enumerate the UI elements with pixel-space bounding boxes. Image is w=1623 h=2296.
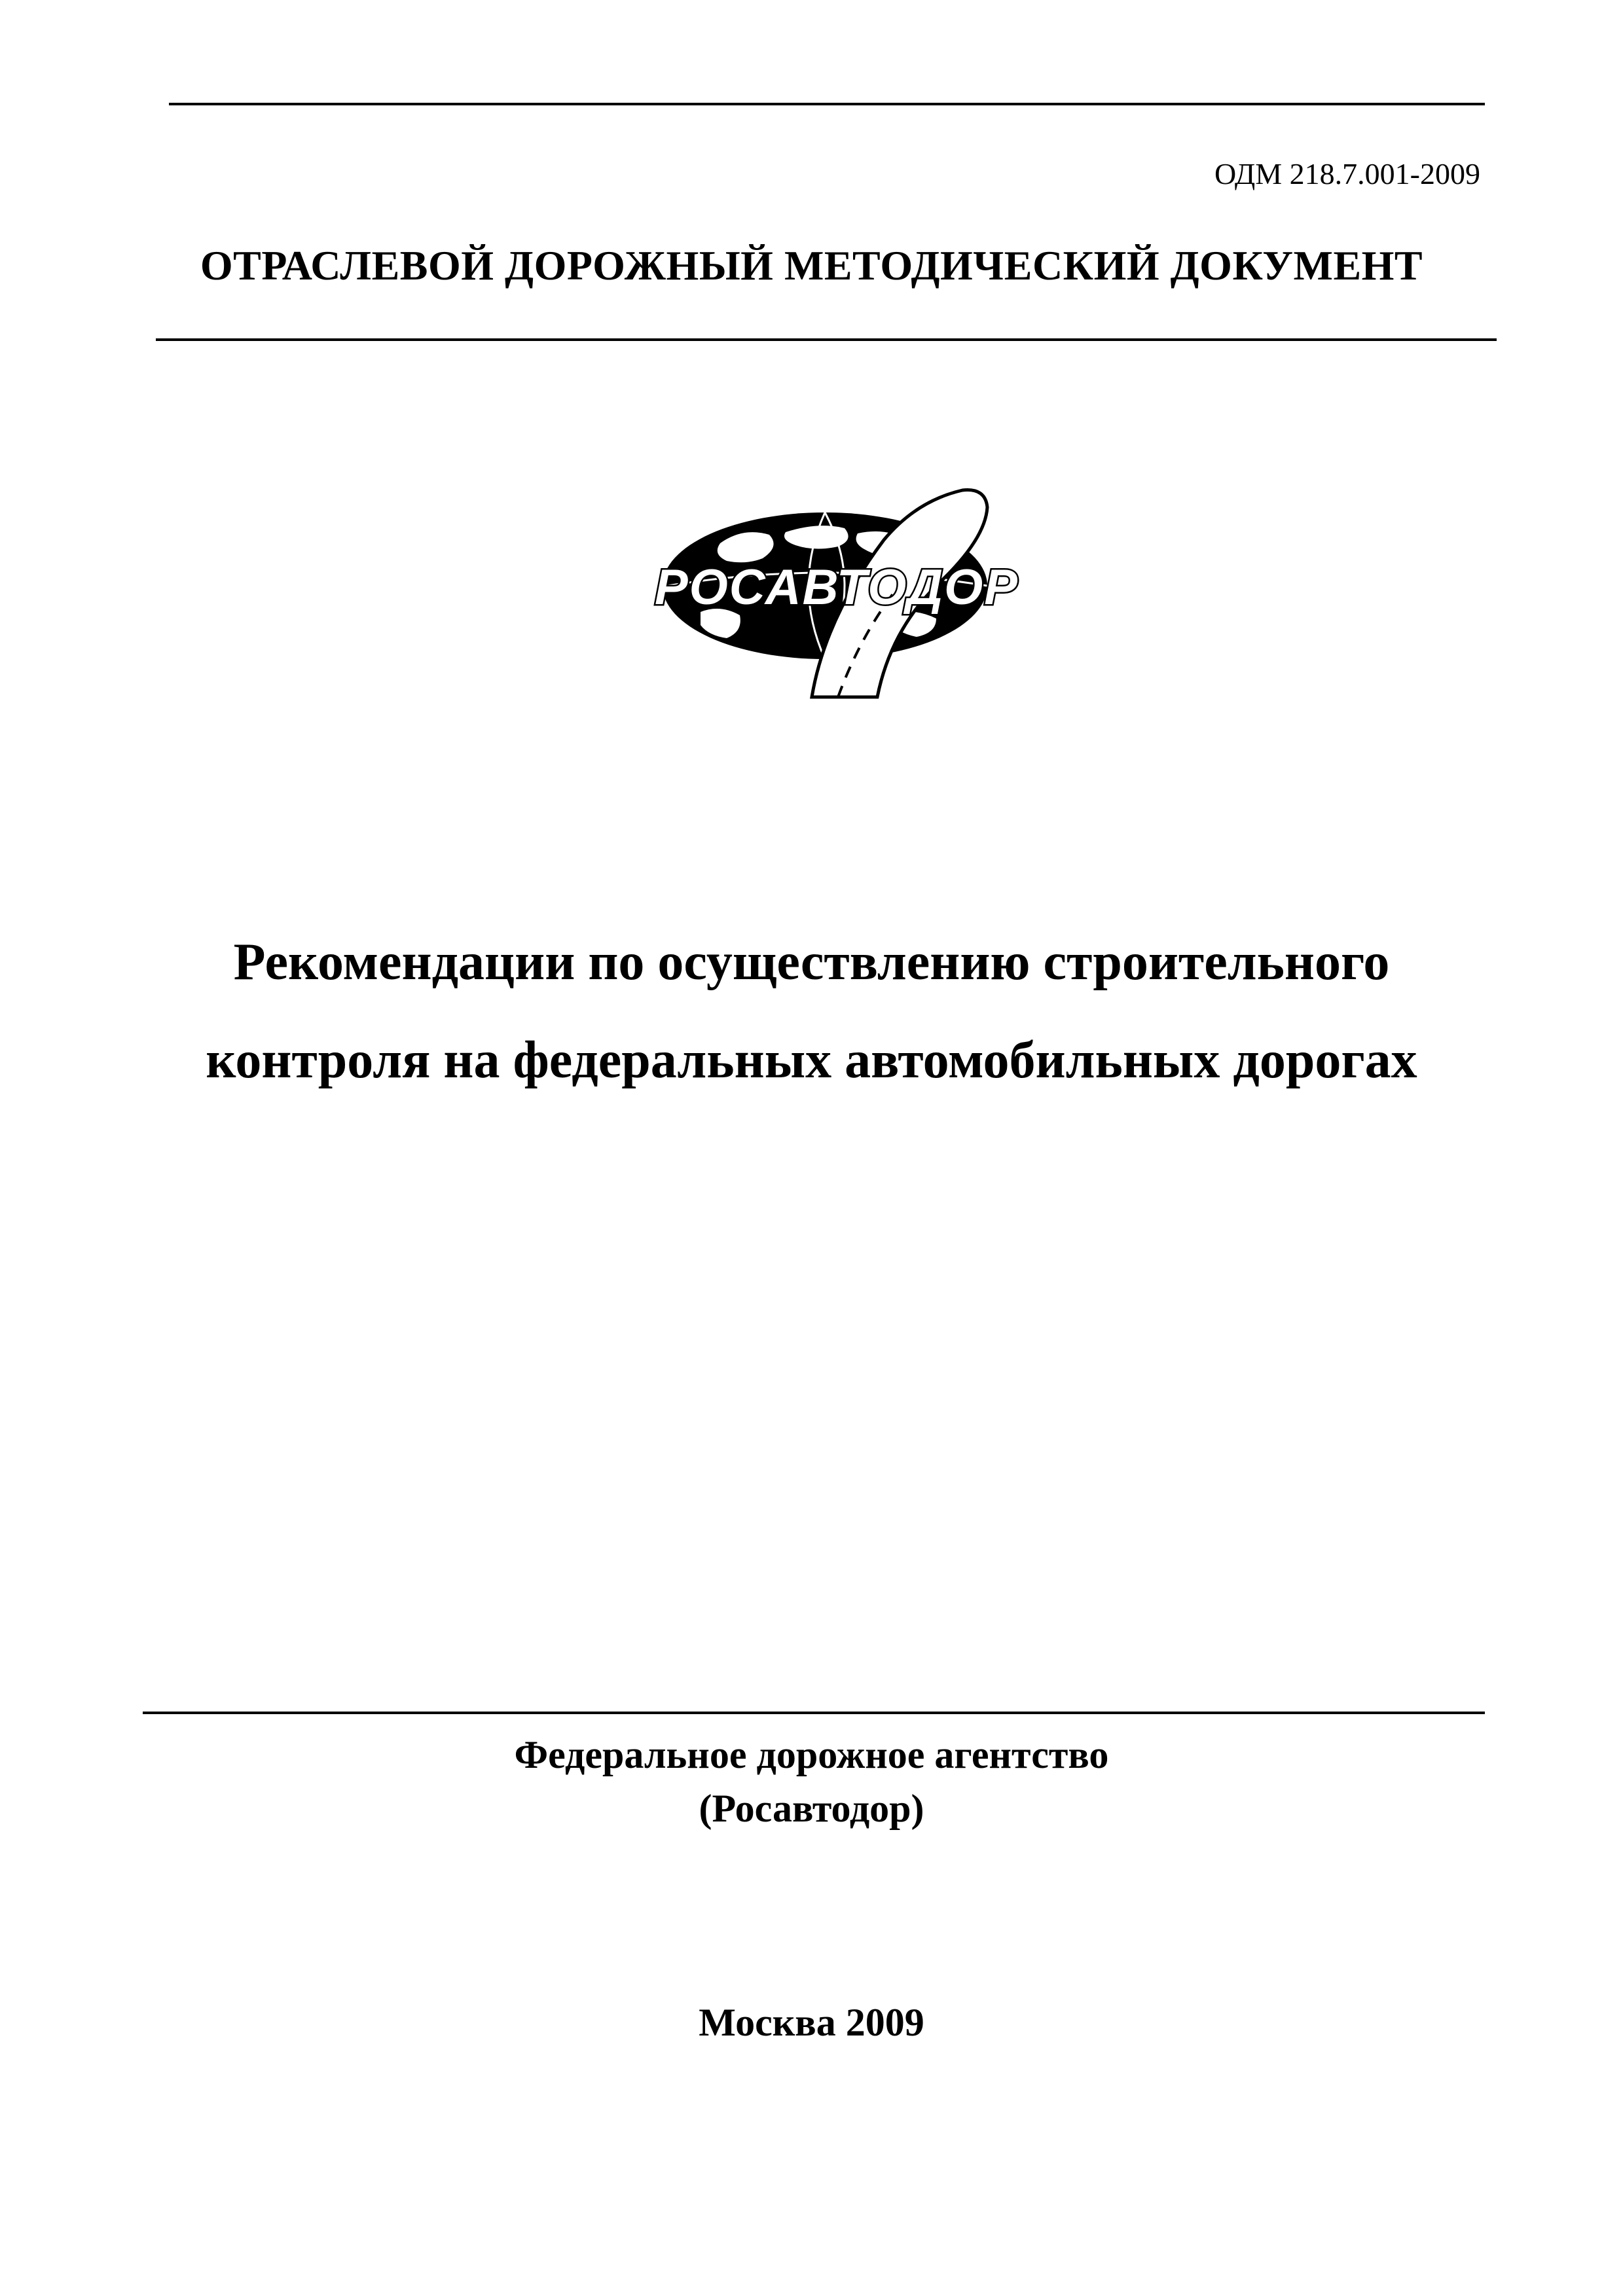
title-line-1: Рекомендации по осуществлению строительного xyxy=(233,933,1390,991)
place-and-year: Москва 2009 xyxy=(699,2001,924,2044)
logo-text: РОСАВТОДОР xyxy=(654,560,1019,615)
document-title xyxy=(0,929,1623,1126)
header-rule xyxy=(156,338,1497,341)
document-category: ОТРАСЛЕВОЙ ДОРОЖНЫЙ МЕТОДИЧЕСКИЙ ДОКУМЕНТ xyxy=(200,242,1423,289)
publisher-abbr: (Росавтодор) xyxy=(699,1787,924,1830)
document-code: ОДМ 218.7.001-2009 xyxy=(1214,157,1480,190)
publisher-name: Федеральное дорожное агентство xyxy=(514,1733,1109,1776)
publisher xyxy=(0,1728,1623,1835)
top-rule xyxy=(169,103,1485,105)
rosavtodor-logo xyxy=(629,481,1048,704)
footer-rule xyxy=(143,1712,1485,1714)
title-line-2: контроля на федеральных автомобильных дорогах xyxy=(206,1031,1417,1089)
rosavtodor-logo-icon xyxy=(629,481,1048,704)
